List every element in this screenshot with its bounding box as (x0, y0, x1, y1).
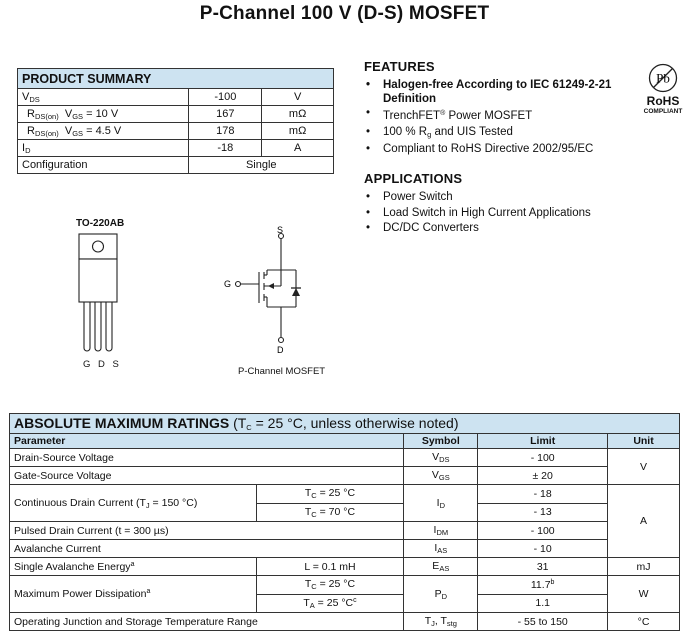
list-item: • Power Switch (364, 190, 664, 206)
product-summary-table (17, 68, 334, 174)
gate-label: G (224, 279, 232, 289)
product-summary-heading: PRODUCT SUMMARY (18, 69, 334, 89)
table-row: $T_A = 25$ $^\circ C^c$ 1.1 (10, 594, 680, 613)
list-item: • DC/DC Converters (364, 221, 664, 237)
rohs-sub: COMPLIANT (643, 108, 683, 115)
schematic-caption: P-Channel MOSFET (238, 366, 326, 377)
list-item: • Compliant to RoHS Directive 2002/95/EC (364, 142, 654, 158)
features-heading: FEATURES (364, 59, 435, 74)
table-row: $R_{DS(on)}$ $V_{GS} = 10$ V 167 mΩ (18, 106, 334, 123)
list-item: • Load Switch in High Current Applications (364, 206, 664, 222)
source-label: S (277, 225, 284, 235)
table-row: Configuration Single (18, 157, 334, 174)
pb-logo-text: Pb (656, 70, 670, 86)
table-row: Maximum Power Dissipation$^a$ $T_C = 25$ °C $P_D$ 11.7$^b$ W (10, 576, 680, 595)
mosfet-symbol-icon (222, 224, 312, 360)
features-list (364, 78, 654, 158)
table-row: Drain-Source Voltage $V_{DS}$ - 100 V (10, 449, 680, 467)
list-item: • TrenchFET® Power MOSFET (364, 106, 654, 125)
amr-heading-row: ABSOLUTE MAXIMUM RATINGS ($T_C = 25$ °C, unless otherwise noted) (10, 414, 680, 434)
page-title: P-Channel 100 V (D-S) MOSFET (199, 3, 490, 24)
table-header-row: Parameter Symbol Limit Unit (10, 434, 680, 449)
table-row: $R_{DS(on)}$ $V_{GS} = 4.5$ V 178 mΩ (18, 123, 334, 140)
drain-label: D (277, 345, 284, 355)
rohs-label: RoHS (646, 94, 680, 108)
absolute-maximum-ratings-table (9, 413, 680, 631)
table-row: $V_{DS}$ -100 V (18, 89, 334, 106)
to220-package-icon (72, 230, 132, 360)
pb-free-icon (648, 63, 678, 93)
table-row: Gate-Source Voltage $V_{GS}$ ± 20 (10, 467, 680, 485)
table-row: $I_D$ -18 A (18, 140, 334, 157)
applications-heading: APPLICATIONS (364, 171, 463, 186)
table-row: Avalanche Current $I_{AS}$ - 10 (10, 540, 680, 558)
table-row: Single Avalanche Energy$^a$ L = 0.1 mH $E_{AS}$ 31 mJ (10, 558, 680, 576)
applications-list (364, 190, 664, 237)
rohs-logo (640, 63, 686, 116)
table-row: Continuous Drain Current ($T_J = 150$ °C) $T_C = 25$ °C $I_D$ - 18 A (10, 485, 680, 504)
table-row: $T_C = 70$ °C - 13 (10, 503, 680, 522)
table-row: Pulsed Drain Current (t = 300 µs) $I_{DM}$ - 100 (10, 522, 680, 540)
package-pins: G D S (83, 359, 122, 370)
list-item: • 100 % $R_g$ and UIS Tested (364, 125, 654, 143)
list-item: • Halogen-free According to IEC 61249-2-21 Definition (364, 78, 654, 106)
package-name: TO-220AB (76, 218, 125, 229)
table-row: Operating Junction and Storage Temperature Range $T_J$, $T_{stg}$ - 55 to 150 °C (10, 613, 680, 631)
